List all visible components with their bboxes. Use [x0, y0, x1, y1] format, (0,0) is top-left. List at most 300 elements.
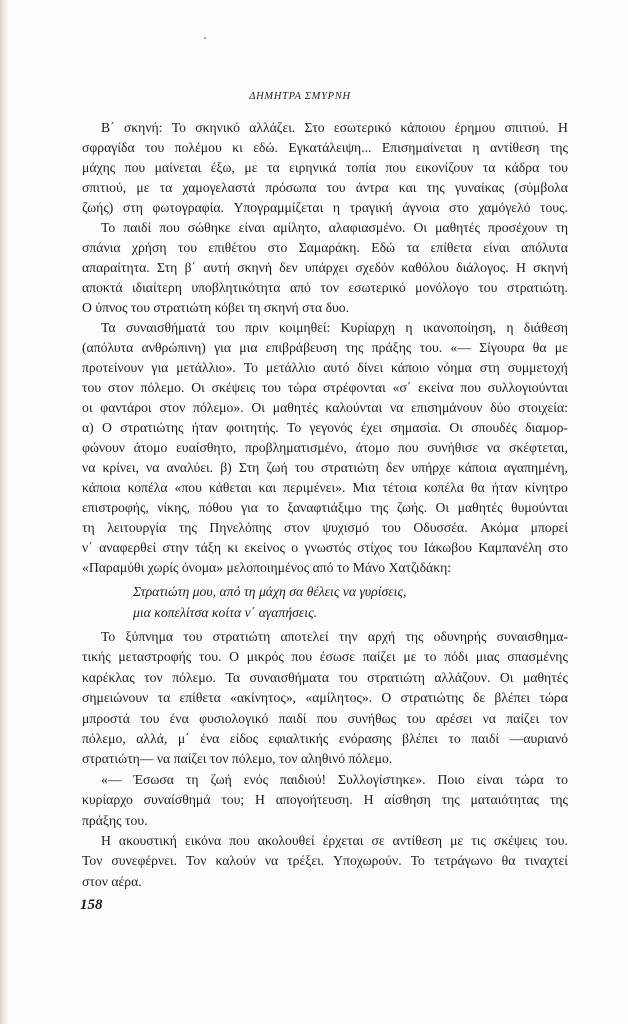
word: υπήρχε	[411, 460, 451, 475]
word: για	[151, 360, 169, 375]
word: της	[549, 792, 568, 808]
word: τα	[482, 160, 496, 175]
word: σημασία.	[390, 420, 442, 435]
word: νόημα	[437, 360, 472, 375]
word: παίζει	[506, 710, 540, 726]
word: (απόλυτα	[82, 340, 134, 355]
word: άτομο	[355, 440, 390, 455]
word: Στο	[304, 120, 325, 135]
word: ικανοποίηση,	[422, 320, 497, 335]
word: Εγκατάλειψη...	[288, 140, 372, 155]
word: τώρα	[539, 690, 568, 706]
text-line	[82, 647, 568, 667]
word: εδώ.	[253, 140, 278, 155]
word: αποκτά	[82, 280, 123, 295]
word: παιδί	[278, 710, 307, 726]
word: φαντάροι	[100, 400, 152, 415]
running-head: ΔΗΜΗΤΡΑ ΣΜΥΡΝΗ	[249, 91, 351, 102]
word: του	[548, 160, 568, 175]
word: στρατιώτη	[321, 460, 379, 475]
text-line	[82, 318, 568, 338]
word: του;	[221, 792, 245, 808]
word: Η	[363, 792, 374, 808]
word: σκέψεις	[493, 833, 538, 849]
word: τα	[266, 160, 280, 175]
word: παίζει	[362, 649, 396, 665]
word: μαθητές	[435, 220, 480, 235]
word: Μια	[352, 480, 376, 495]
word: κι	[232, 140, 243, 155]
word: «που	[174, 480, 202, 495]
paragraph-4	[82, 627, 568, 770]
word: συνήθως	[347, 710, 397, 726]
word: του	[261, 380, 281, 395]
word: Ακόμα	[480, 520, 519, 535]
text-line	[82, 438, 568, 458]
paragraph-6	[82, 831, 568, 892]
word: Πηνελόπης	[209, 520, 272, 535]
word: Οι	[449, 420, 463, 435]
word: η	[405, 320, 413, 335]
word: ενός	[243, 771, 268, 787]
word: Στη	[238, 460, 260, 475]
word: ζωής)	[82, 200, 114, 215]
word: ήταν	[191, 420, 218, 435]
word: σχεδόν	[355, 260, 395, 275]
word: στο	[448, 200, 469, 215]
word: του	[478, 280, 498, 295]
word: για	[214, 340, 232, 355]
word: ευαίσθητο,	[176, 440, 237, 455]
word: μπορεί	[530, 520, 568, 535]
word: μαθητές	[272, 400, 318, 415]
word: σφραγίδα	[82, 140, 135, 155]
word: αντίθεση	[392, 833, 443, 849]
word: Ποιο	[437, 771, 465, 787]
word: φυσιολογικό	[199, 710, 269, 726]
word: β΄	[184, 260, 197, 275]
scan-speck	[204, 37, 206, 39]
word: στην	[162, 540, 189, 555]
word: σπουδές	[471, 420, 517, 435]
word: και	[398, 180, 417, 195]
text-line	[82, 258, 568, 278]
text-line: «Παραμύθι χωρίς όνομα» μελοποιημένος από το Μάνο Χατζιδάκη:	[82, 560, 452, 575]
word: έρημου	[454, 120, 496, 135]
text-line	[82, 688, 568, 708]
paragraph-5	[82, 770, 568, 831]
word: αναλύει.	[166, 460, 214, 475]
word: Οδυσσέα.	[413, 520, 468, 535]
word: της	[426, 180, 445, 195]
word: (σύμβολα	[514, 180, 568, 195]
word: άντρα	[355, 180, 389, 195]
word: πόθου	[198, 500, 233, 515]
word: ανθρώπινη)	[141, 340, 206, 355]
word: Εδώ	[371, 240, 396, 255]
text-line	[82, 118, 568, 138]
word: μιας	[475, 649, 500, 665]
word: συνεφέρνει.	[111, 853, 178, 869]
word: είναι	[238, 220, 266, 235]
word: τρέξει.	[287, 853, 325, 869]
word: να	[486, 440, 501, 455]
word: τώρα	[515, 771, 544, 787]
word: που	[385, 160, 406, 175]
word: του	[406, 710, 426, 726]
word: στον	[159, 400, 186, 415]
word: εφιαλτικής	[268, 731, 329, 747]
word: προτείνουν	[82, 360, 144, 375]
word: νίκης,	[157, 500, 191, 515]
text-line	[82, 158, 568, 178]
word: θα	[501, 853, 516, 869]
word: αγαπημένη,	[503, 460, 568, 475]
verse-line: Στρατιώτη μου, από τη μάχη σα θέλεις να γυρίσεις,	[133, 584, 407, 599]
word: συναισθήματα	[249, 669, 330, 685]
word: σκηνικό	[195, 120, 240, 135]
text-line	[82, 790, 568, 810]
paragraph-2	[82, 218, 568, 318]
word: πόλεμο.	[172, 669, 216, 685]
word: γνωστός	[304, 540, 351, 555]
word: καλούνται	[325, 400, 383, 415]
word: Συλλογίστηκε».	[337, 771, 426, 787]
word: τέτοια	[382, 480, 417, 495]
word: άγνοια	[402, 200, 440, 215]
text-line	[82, 709, 568, 729]
word: καρέκλας	[82, 669, 135, 685]
word: του	[145, 140, 165, 155]
word: τη	[185, 771, 199, 787]
word: παιδί	[123, 220, 152, 235]
word: αμίλητο,	[273, 220, 321, 235]
word: θα	[532, 340, 547, 355]
word: Τα	[101, 320, 116, 335]
word: η	[506, 320, 514, 335]
word: του	[294, 460, 314, 475]
word: στρατιώτης	[400, 690, 464, 706]
word: σκέφτεται,	[508, 440, 568, 455]
word: επισημάνουν	[411, 400, 483, 415]
word: τις	[471, 833, 486, 849]
word: φώνουν	[82, 440, 125, 455]
word: πόλεμο».	[193, 400, 244, 415]
word: ο	[291, 540, 299, 555]
word: Η	[515, 260, 526, 275]
word: μαίνεται	[154, 160, 202, 175]
word: κίνητρο	[524, 480, 568, 495]
word: Οι	[435, 500, 450, 515]
word: γεγονός	[309, 420, 353, 435]
word: άτομο	[133, 440, 168, 455]
word: πόδι	[444, 649, 469, 665]
word: του	[82, 380, 102, 395]
word: δεν	[279, 260, 298, 275]
word: δίνει	[357, 360, 384, 375]
word: σκηνή	[533, 260, 568, 275]
word: στρατιώτης	[120, 420, 184, 435]
word: κάποια	[457, 460, 497, 475]
word: με	[136, 180, 150, 195]
word: Τα	[225, 669, 241, 685]
word: ακολουθεί	[257, 833, 315, 849]
word: συλλογιούνται	[487, 380, 568, 395]
word: Ο	[381, 690, 392, 706]
word: επιθέτου	[208, 240, 257, 255]
page-edge-shadow	[0, 0, 9, 1024]
text-line	[82, 278, 568, 298]
word: δεν	[385, 460, 405, 475]
word: πρόσωπα	[265, 180, 317, 195]
word: στίχος	[357, 540, 392, 555]
word: σπασμένης	[507, 649, 568, 665]
word: εικόνα	[184, 833, 222, 849]
word: σκηνή	[237, 260, 273, 275]
word: συνήθισε	[427, 440, 479, 455]
text-line	[82, 178, 568, 198]
word: στο	[548, 540, 568, 555]
word: κρίνει,	[102, 460, 139, 475]
word: φοιτητής.	[226, 420, 279, 435]
word: στη	[122, 200, 143, 215]
word: στρατιώτη	[212, 629, 271, 644]
word: οι	[82, 400, 93, 415]
word: αυτό	[323, 360, 350, 375]
word: που	[398, 440, 419, 455]
word: της	[405, 629, 424, 644]
word: του.	[419, 340, 443, 355]
word: εσωτερικό	[333, 120, 392, 135]
word: Οι	[251, 400, 265, 415]
word: Υπογραμμίζεται	[233, 200, 324, 215]
word: του	[215, 320, 235, 335]
word: Επισημαίνεται	[381, 140, 462, 155]
word: τραγική	[349, 200, 393, 215]
word: του.	[198, 649, 222, 665]
word: καθόλου	[401, 260, 449, 275]
text-line	[82, 831, 568, 851]
word: έρχεται	[322, 833, 364, 849]
word: αλαφιασμένο.	[328, 220, 406, 235]
word: σπάνια	[82, 240, 121, 255]
word: πριν	[245, 320, 269, 335]
word: γυναίκας	[454, 180, 505, 195]
text-line	[82, 478, 568, 498]
word: κοπέλα	[127, 480, 168, 495]
word: Ο	[102, 420, 112, 435]
word: τικής	[82, 649, 111, 665]
word: μετάλλιο».	[176, 360, 236, 375]
word: που	[229, 833, 250, 849]
word: περιμένει».	[283, 480, 346, 495]
word: αναφερθεί	[99, 540, 157, 555]
word: ξαναφτιάξιμο	[287, 500, 362, 515]
word: μάχης	[82, 160, 116, 175]
text-line	[82, 338, 568, 358]
word: του	[177, 240, 198, 255]
word: στον	[107, 380, 134, 395]
word: του	[398, 540, 418, 555]
word: πόλεμο,	[82, 731, 126, 747]
word: Η	[255, 792, 265, 808]
word: του	[140, 710, 160, 726]
word: ήταν	[491, 480, 518, 495]
word: κάποια	[82, 480, 121, 495]
word: μετάλλιο	[265, 360, 316, 375]
word: τον	[549, 710, 568, 726]
word: αλλά,	[136, 731, 168, 747]
word: συναισθημα-	[496, 629, 568, 644]
word: μαθητές	[522, 669, 568, 685]
word: κυρίαρχο	[82, 792, 133, 808]
word: που	[291, 649, 313, 665]
word: σπιτιού,	[82, 180, 127, 195]
word: Τον	[186, 853, 207, 869]
word: Σίγουρα	[479, 340, 525, 355]
word: διάθεση	[523, 320, 568, 335]
word: σημειώνουν	[82, 690, 149, 706]
text-line	[82, 418, 568, 438]
text-line	[82, 398, 568, 418]
word: αρχή	[367, 629, 396, 644]
word: τον	[144, 669, 163, 685]
word: το	[555, 771, 568, 787]
word: που	[124, 160, 146, 175]
word: για	[241, 500, 258, 515]
page-number: 158	[80, 897, 103, 913]
word: κοιμηθεί:	[278, 320, 331, 335]
word: στο	[267, 240, 288, 255]
word: με	[244, 160, 258, 175]
word: επίθετα	[179, 690, 221, 706]
word: Έσωσα	[133, 771, 174, 787]
text-line	[82, 358, 568, 378]
word: παιδί	[471, 731, 500, 747]
text-line	[82, 378, 568, 398]
word: της	[441, 792, 460, 808]
word: τετράγωνο	[433, 853, 493, 869]
word: αρέσει	[435, 710, 473, 726]
word: σκέψεις	[211, 380, 256, 395]
word: υποβλητικότητα	[191, 280, 281, 295]
text-line	[82, 627, 568, 647]
word: που	[316, 710, 338, 726]
word: διαμορ-	[525, 420, 568, 435]
word: πόλεμο.	[140, 380, 185, 395]
word: καλούν	[215, 853, 256, 869]
word: συμμετοχή	[507, 360, 568, 375]
word: προβληματισμένο,	[245, 440, 347, 455]
word: β)	[220, 460, 232, 475]
word: Το	[243, 360, 259, 375]
word: της	[370, 500, 389, 515]
word: Η	[101, 833, 111, 849]
word: στον	[283, 520, 310, 535]
word: τοπία	[345, 160, 376, 175]
word: Η	[557, 120, 568, 135]
word: Τον	[82, 853, 103, 869]
text-block-upper	[82, 118, 568, 578]
word: βλέπει	[402, 731, 438, 747]
word: αποτελεί	[280, 629, 329, 644]
word: έξω,	[210, 160, 235, 175]
word: πράξης	[371, 340, 412, 355]
word: Καμπανέλη	[478, 540, 542, 555]
word: είδος	[229, 731, 259, 747]
word: φωτογραφία.	[152, 200, 224, 215]
word: τα	[406, 240, 420, 255]
text-line	[82, 458, 568, 478]
word: «—	[101, 771, 122, 787]
word: το	[448, 731, 461, 747]
word: να	[264, 853, 279, 869]
text-block-lower	[82, 627, 568, 892]
word: ζωής.	[396, 500, 428, 515]
word: με	[450, 833, 464, 849]
word: υπάρχει	[304, 260, 349, 275]
word: με	[403, 649, 417, 665]
word: σώθηκε	[187, 220, 231, 235]
word: ακουστική	[118, 833, 177, 849]
word: του.	[545, 833, 568, 849]
word: —αυριανό	[509, 731, 568, 747]
text-line	[82, 518, 568, 538]
word: προσέχουν	[488, 220, 548, 235]
word: ξύπνημα	[125, 629, 174, 644]
word: τα	[159, 180, 173, 195]
word: να	[389, 400, 404, 415]
word: διάλογος.	[456, 260, 509, 275]
word: αλλάζει.	[249, 120, 296, 135]
word: μικρός	[246, 649, 284, 665]
word: ιδιαίτερη	[131, 280, 182, 295]
word: Οι	[413, 220, 428, 235]
word: το	[424, 649, 437, 665]
word: Ιάκωβου	[423, 540, 472, 555]
text-line: στρατιώτη— να παίζει τον πόλεμο, τον αληθινό πόλεμο.	[82, 751, 393, 767]
word: με	[554, 340, 568, 355]
text-line	[82, 498, 568, 518]
word: και	[258, 480, 277, 495]
word: του	[326, 180, 346, 195]
word: Το	[101, 629, 116, 644]
text-line	[82, 851, 568, 871]
word: της	[345, 340, 364, 355]
word: στοιχεία:	[518, 400, 568, 415]
word: στη	[479, 360, 500, 375]
word: Το	[171, 120, 186, 135]
word: τιναχτεί	[524, 853, 568, 869]
word: η	[472, 140, 480, 155]
word: στρατιώτη.	[506, 280, 568, 295]
text-line	[82, 198, 568, 218]
word: «—	[450, 340, 471, 355]
word: του	[183, 629, 203, 644]
word: απογοήτευση.	[275, 792, 353, 808]
word: αίσθηση	[384, 792, 431, 808]
word: την	[338, 629, 358, 644]
word: λειτουργία	[107, 520, 167, 535]
word: επιβράβευση	[265, 340, 338, 355]
word: τα	[157, 690, 171, 706]
word: «σ΄	[392, 380, 412, 395]
word: μπροστά	[82, 710, 130, 726]
word: τη	[555, 220, 568, 235]
word: το	[266, 500, 279, 515]
word: είναι	[476, 771, 504, 787]
word: παιδιού!	[279, 771, 327, 787]
